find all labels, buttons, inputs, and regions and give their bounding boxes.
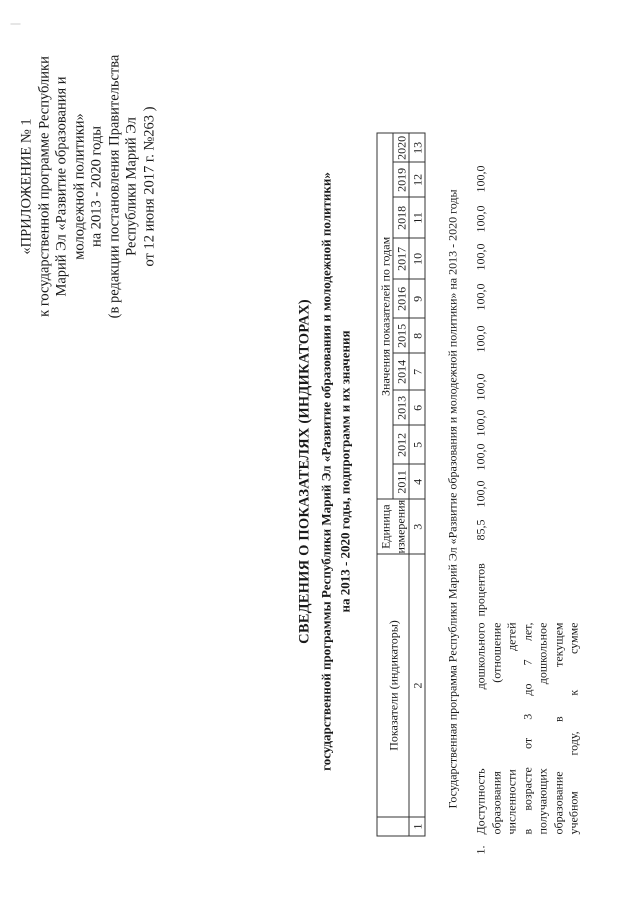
- number-cell: 1: [409, 817, 425, 836]
- indicators-table: [377, 133, 426, 837]
- header-unit-2: измерения: [393, 499, 408, 554]
- description-line: получающих дошкольное: [535, 622, 550, 835]
- number-cell: 3: [409, 499, 425, 554]
- value-2014: 100,0: [473, 409, 488, 437]
- header-indicator: Показатели (индикаторы): [377, 554, 409, 817]
- year-cell: 2012: [393, 425, 409, 464]
- number-cell: 2: [409, 554, 425, 817]
- description-line: образования (отношение: [489, 622, 503, 835]
- appendix-line: к государственной программе Республики: [36, 56, 52, 317]
- year-cell: 2015: [393, 318, 409, 353]
- year-cell: 2019: [393, 162, 409, 197]
- row-description: [474, 623, 583, 835]
- appendix-line: Республики Марий Эл: [123, 117, 140, 256]
- number-cell: 10: [409, 238, 425, 279]
- number-cell: 13: [409, 133, 425, 162]
- section-title: Государственная программа Республики Марий Эл «Развитие образования и молодежной политики» на 2013 - 2020 годы: [445, 189, 460, 809]
- year-cell: 2018: [393, 197, 409, 238]
- number-cell: 7: [409, 353, 425, 390]
- number-cell: 12: [409, 162, 425, 197]
- header-values: Значения показателей по годам: [377, 133, 393, 499]
- description-line: Доступность дошкольного: [473, 622, 488, 835]
- table-row: [474, 5, 594, 855]
- value-2015: 100,0: [473, 373, 488, 401]
- header-cell-empty: [377, 817, 409, 836]
- number-cell: 9: [409, 279, 425, 318]
- value-2013: 100,0: [473, 443, 488, 471]
- value-2020: 100,0: [473, 165, 488, 193]
- value-2011: 85,5: [473, 519, 488, 541]
- value-2016: 100,0: [473, 325, 488, 353]
- number-cell: 5: [409, 425, 425, 464]
- year-cell: 2013: [393, 390, 409, 425]
- appendix-line: на 2013 - 2020 годы: [88, 125, 105, 248]
- document-subtitle: государственной программы Республики Марий Эл «Развитие образования и молодежной политики»: [318, 172, 334, 771]
- rotated-page: [1, 0, 640, 905]
- description-line: численности детей: [504, 622, 519, 835]
- appendix-line: молодежной политики»: [71, 113, 87, 260]
- year-cell: 2016: [393, 279, 409, 318]
- number-cell: 4: [409, 464, 425, 499]
- document-title: СВЕДЕНИЯ О ПОКАЗАТЕЛЯХ (ИНДИКАТОРАХ): [296, 299, 313, 644]
- value-2012: 100,0: [473, 480, 488, 508]
- appendix-line: «ПРИЛОЖЕНИЕ № 1: [18, 118, 35, 255]
- value-2018: 100,0: [473, 243, 488, 271]
- row-unit: процентов: [473, 563, 488, 617]
- number-cell: 8: [409, 318, 425, 353]
- year-cell: 2017: [393, 238, 409, 279]
- description-line: в возрасте от 3 до 7 лет,: [520, 622, 534, 835]
- year-cell: 2020: [393, 133, 409, 162]
- year-cell: 2014: [393, 353, 409, 390]
- number-cell: 11: [409, 197, 425, 238]
- description-line: учебном году, к сумме: [566, 622, 581, 835]
- year-cell: 2011: [393, 464, 409, 499]
- number-cell: 6: [409, 390, 425, 425]
- header-unit-1: Единица: [377, 499, 393, 554]
- value-2017: 100,0: [473, 283, 488, 311]
- appendix-line: Марий Эл «Развитие образования и: [53, 76, 70, 297]
- appendix-line: от 12 июня 2017 г. №263 ): [141, 106, 157, 267]
- value-2019: 100,0: [473, 205, 488, 233]
- appendix-line: (в редакции постановления Правительства: [106, 54, 122, 319]
- document-subtitle-2: на 2013 - 2020 годы, подпрограмм и их значения: [337, 330, 353, 613]
- row-number: 1.: [473, 845, 488, 855]
- scan-mark: [11, 24, 21, 25]
- description-line: образование в текущем: [551, 622, 565, 835]
- appendix-block: [19, 52, 159, 322]
